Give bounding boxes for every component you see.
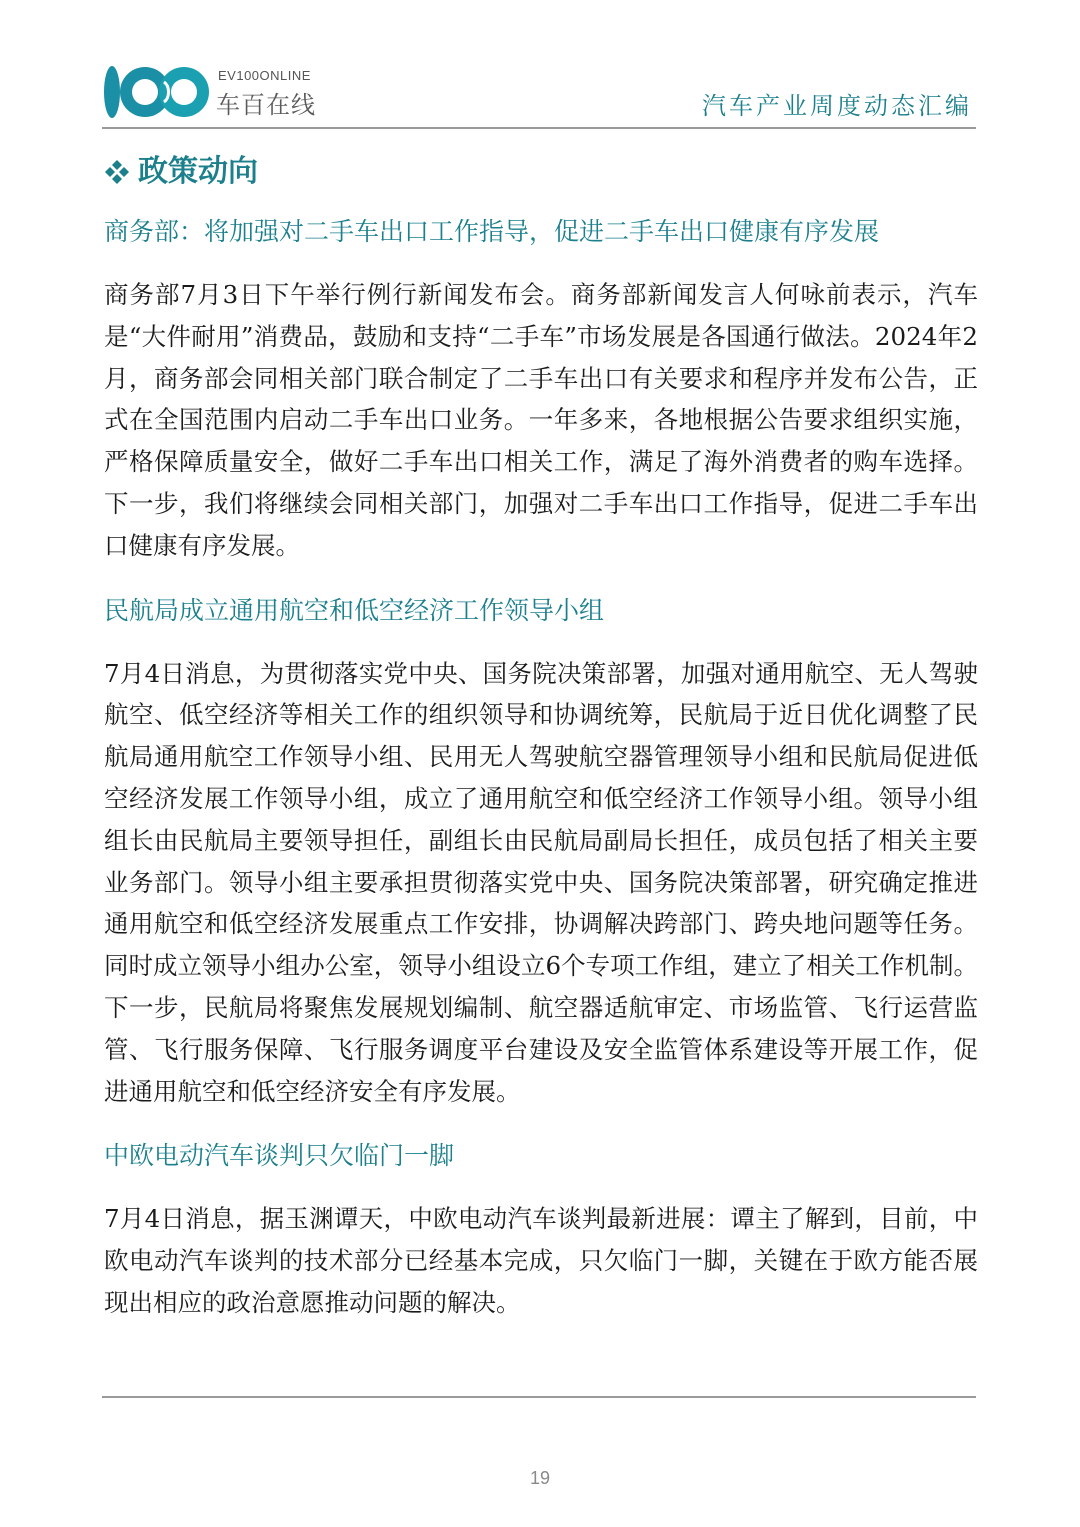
four-diamond-bullet-icon xyxy=(104,159,130,185)
logo xyxy=(100,62,320,122)
article-body: 7月4日消息，为贯彻落实党中央、国务院决策部署，加强对通用航空、无人驾驶航空、低空经济等相关工作的组织领导和协调统筹，民航局于近日优化调整了民航局通用航空工作领导小组、民用无人驾驶航空器管理领导小组和民航局促进低空经济发展工作领导小组，成立了通用航空和低空经济工作领导小组。领导小组组长由民航局主要领导担任，副组长由民航局副局长担任，成员包括了相关主要业务部门。领导小组主要承担贯彻落实党中央、国务院决策部署，研究确定推进通用航空和低空经济发展重点工作安排，协调解决跨部门、跨央地问题等任务。同时成立领导小组办公室，领导小组设立6个专项工作组，建立了相关工作机制。下一步，民航局将聚焦发展规划编制、航空器适航审定、市场监管、飞行运营监管、飞行服务保障、飞行服务调度平台建设及安全监管体系建设等开展工作，促进通用航空和低空经济安全有序发展。 xyxy=(104,658,978,1106)
page-header xyxy=(0,0,1080,130)
main-content xyxy=(104,148,978,1350)
article-body: 商务部7月3日下午举行例行新闻发布会。商务部新闻发言人何咏前表示，汽车是“大件耐用”消费品，鼓励和支持“二手车”市场发展是各国通行做法。2024年2月，商务部会同相关部门联合制定了二手车出口有关要求和程序并发布公告，正式在全国范围内启动二手车出口业务。一年多来，各地根据公告要求组织实施，严格保障质量安全，做好二手车出口相关工作，满足了海外消费者的购车选择。下一步，我们将继续会同相关部门，加强对二手车出口工作指导，促进二手车出口健康有序发展。 xyxy=(104,280,978,560)
footer-divider xyxy=(102,1396,976,1398)
article-title: 商务部：将加强对二手车出口工作指导，促进二手车出口健康有序发展 xyxy=(104,217,880,246)
section-title-text: 政策动向 xyxy=(138,154,258,189)
report-name: 汽车产业周度动态汇编 xyxy=(702,92,972,120)
header-divider xyxy=(102,127,976,129)
section-title xyxy=(104,148,978,196)
logo-mark-icon xyxy=(100,62,212,122)
article-title: 民航局成立通用航空和低空经济工作领导小组 xyxy=(104,595,605,625)
article-title: 中欧电动汽车谈判只欠临门一脚 xyxy=(104,1141,455,1171)
page-number: 19 xyxy=(529,1468,551,1488)
logo-chinese-text: 车百在线 xyxy=(216,91,316,119)
article-body: 7月4日消息，据玉渊谭天，中欧电动汽车谈判最新进展：谭主了解到，目前，中欧电动汽车谈判的技术部分已经基本完成，只欠临门一脚，关键在于欧方能否展现出相应的政治意愿推动问题的解决。 xyxy=(104,1204,978,1317)
logo-english-text: EV100ONLINE xyxy=(218,68,311,83)
